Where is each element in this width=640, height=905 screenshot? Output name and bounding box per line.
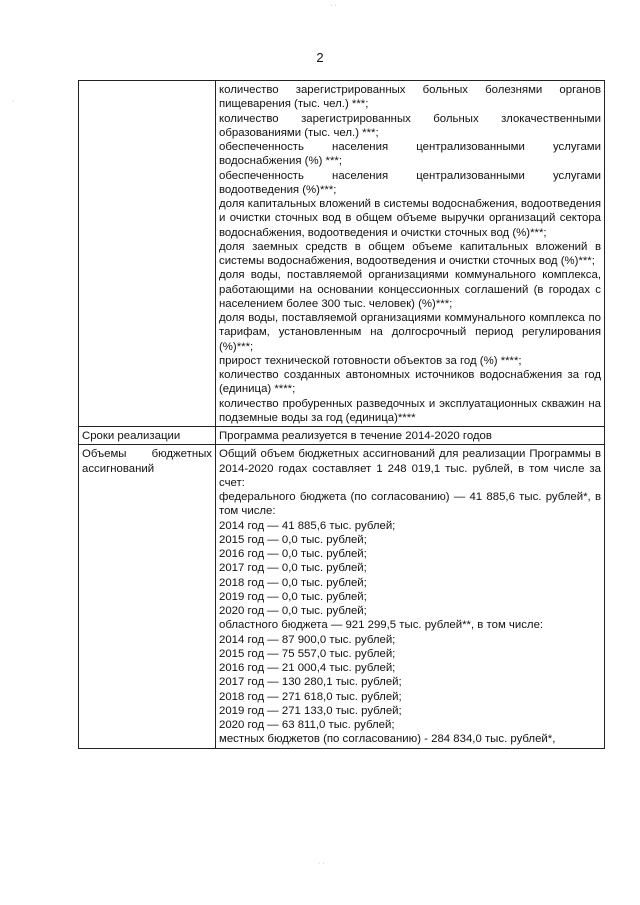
- scan-artifact-top: · ·: [330, 2, 337, 9]
- table-row-indicators: [79, 81, 605, 427]
- terms-value: Программа реализуется в течение 2014-2020 годов: [216, 427, 605, 445]
- federal-year-item: 2016 год — 0,0 тыс. рублей;: [219, 548, 367, 560]
- regional-year-item: 2017 год — 130 280,1 тыс. рублей;: [219, 676, 402, 689]
- page-number: 2: [316, 50, 324, 65]
- federal-budget-header: федерального бюджета (по согласованию) — 41 885,6 тыс. рублей*, в том числе:: [219, 491, 601, 518]
- funding-intro: Общий объем бюджетных ассигнований для реализации Программы в 2014-2020 годах составляет 1 248 019,1 тыс. рублей, в том числе за счет:: [219, 448, 601, 489]
- indicator-item: обеспеченность населения централизованными услугами водоснабжения (%) ***;: [219, 141, 601, 168]
- scan-artifact-bottom: · ·: [318, 860, 325, 867]
- terms-label: Сроки реализации: [79, 427, 216, 445]
- regional-year-item: 2019 год — 271 133,0 тыс. рублей;: [219, 704, 402, 717]
- indicator-item: доля воды, поставляемой организациями коммунального комплекса по тарифам, установленным на долгосрочный период регулирования (%)***;: [219, 312, 601, 353]
- local-budget-header: местных бюджетов (по согласованию) - 284 834,0 тыс. рублей*,: [219, 733, 556, 746]
- indicator-item: доля капитальных вложений в системы водоснабжения, водоотведения и очистки сточных вод в общем объеме выручки организаций сектора водоснабжения, водоотведения и очистки сточных вод (%)***;: [219, 198, 601, 239]
- funding-label: Объемы бюджетных ассигнований: [79, 445, 216, 748]
- regional-year-item: 2018 год — 271 618,0 тыс. рублей;: [219, 690, 402, 703]
- federal-year-item: 2020 год — 0,0 тыс. рублей;: [219, 605, 367, 617]
- table-row-terms: [79, 427, 605, 445]
- regional-year-item: 2020 год — 63 811,0 тыс. рублей;: [219, 719, 395, 731]
- federal-year-item: 2019 год — 0,0 тыс. рублей;: [219, 590, 367, 603]
- indicator-item: доля воды, поставляемой организациями коммунального комплекса, работающими на основании концессионных соглашений (в городах с населением более 300 тыс. человек) (%)***;: [219, 269, 601, 310]
- federal-year-item: 2015 год — 0,0 тыс. рублей;: [219, 533, 367, 546]
- regional-budget-header: областного бюджета — 921 299,5 тыс. рублей**, в том числе:: [219, 619, 544, 632]
- indicator-item: количество зарегистрированных больных болезнями органов пищеварения (тыс. чел.) ***;: [219, 84, 601, 111]
- federal-year-item: 2014 год — 41 885,6 тыс. рублей;: [219, 519, 396, 532]
- regional-year-item: 2016 год — 21 000,4 тыс. рублей;: [219, 662, 396, 674]
- funding-value-cell: [216, 445, 605, 748]
- program-passport-table: [78, 80, 605, 749]
- federal-year-item: 2018 год — 0,0 тыс. рублей;: [219, 576, 367, 589]
- federal-year-item: 2017 год — 0,0 тыс. рублей;: [219, 562, 367, 575]
- table-row-funding: [79, 445, 605, 748]
- indicator-item: количество созданных автономных источников водоснабжения за год (единица) ****;: [219, 369, 601, 396]
- indicators-label-cell: [79, 81, 216, 427]
- indicator-item: количество зарегистрированных больных злокачественными образованиями (тыс. чел.) ***;: [219, 112, 601, 139]
- indicator-item: прирост технической готовности объектов за год (%) ****;: [219, 354, 522, 367]
- indicator-item: обеспеченность населения централизованными услугами водоотведения (%)***;: [219, 169, 601, 196]
- regional-year-item: 2015 год — 75 557,0 тыс. рублей;: [219, 647, 396, 660]
- scan-artifact-left: ·: [12, 98, 15, 105]
- indicator-item: доля заемных средств в общем объеме капитальных вложений в системы водоснабжения, водоотведения и очистки сточных вод (%)***;: [219, 240, 601, 267]
- indicators-value-cell: [216, 81, 605, 427]
- indicator-item: количество пробуренных разведочных и эксплуатационных скважин на подземные воды за год (единица)****: [219, 397, 601, 424]
- regional-year-item: 2014 год — 87 900,0 тыс. рублей;: [219, 633, 396, 646]
